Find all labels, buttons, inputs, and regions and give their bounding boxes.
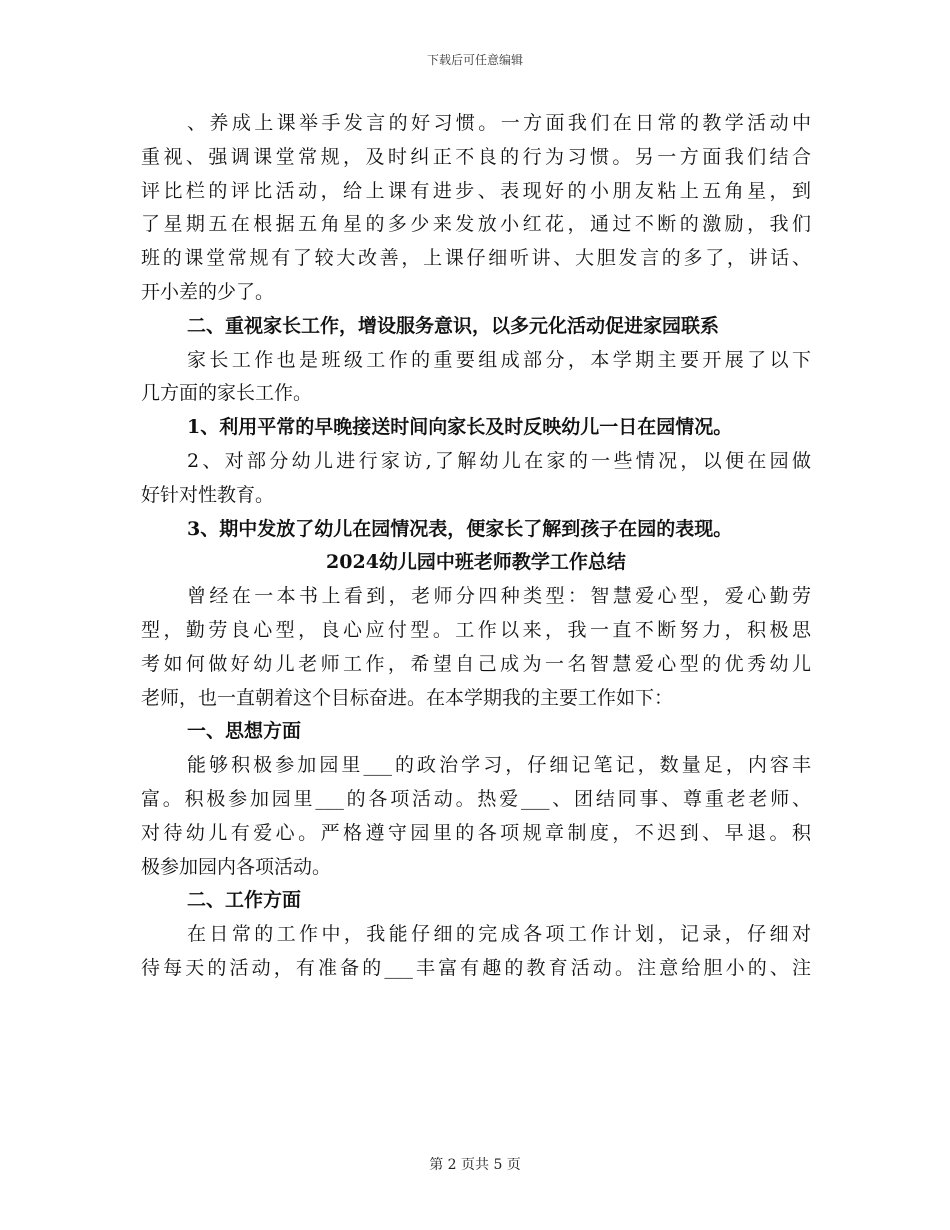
text-line: 富。积极参加园里___的各项活动。热爱___、团结同事、尊重老老师、 bbox=[141, 787, 811, 810]
text-line: 曾经在一本书上看到，老师分四种类型：智慧爱心型，爱心勤劳 bbox=[187, 585, 811, 608]
text-line: 极参加园内各项活动。 bbox=[141, 855, 332, 878]
text-line: 二、工作方面 bbox=[187, 889, 302, 912]
text-line: 好针对性教育。 bbox=[141, 483, 275, 506]
text-line: 3、期中发放了幼儿在园情况表，便家长了解到孩子在园的表现。 bbox=[187, 517, 733, 540]
text-line: 2、对部分幼儿进行家访,了解幼儿在家的一些情况，以便在园做 bbox=[187, 449, 811, 472]
page-header: 下载后可任意编辑 bbox=[426, 53, 523, 67]
document-body bbox=[141, 107, 811, 986]
text-line: 型，勤劳良心型，良心应付型。工作以来，我一直不断努力，积极思 bbox=[141, 618, 811, 641]
text-line: 了星期五在根据五角星的多少来发放小红花，通过不断的激励，我们 bbox=[141, 213, 811, 236]
text-line: 几方面的家长工作。 bbox=[141, 382, 313, 405]
text-line: 家长工作也是班级工作的重要组成部分，本学期主要开展了以下 bbox=[187, 348, 811, 371]
text-line: 2024幼儿园中班老师教学工作总结 bbox=[326, 551, 626, 574]
text-line: 在日常的工作中，我能仔细的完成各项工作计划，记录，仔细对 bbox=[187, 923, 811, 946]
text-line: 能够积极参加园里___的政治学习，仔细记笔记，数量足，内容丰 bbox=[187, 754, 811, 777]
text-line: 重视、强调课堂常规，及时纠正不良的行为习惯。另一方面我们结合 bbox=[141, 145, 811, 168]
text-line: 对待幼儿有爱心。严格遵守园里的各项规章制度，不迟到、早退。积 bbox=[141, 821, 811, 844]
text-line: 班的课堂常规有了较大改善，上课仔细听讲、大胆发言的多了，讲话、 bbox=[141, 247, 811, 270]
text-line: 一、思想方面 bbox=[187, 720, 302, 743]
text-line: 评比栏的评比活动，给上课有进步、表现好的小朋友粘上五角星，到 bbox=[141, 179, 811, 202]
text-line: 1、利用平常的早晚接送时间向家长及时反映幼儿一日在园情况。 bbox=[187, 416, 733, 439]
text-line: 待每天的活动，有准备的___丰富有趣的教育活动。注意给胆小的、注 bbox=[141, 956, 811, 979]
text-line: 考如何做好幼儿老师工作，希望自己成为一名智慧爱心型的优秀幼儿 bbox=[141, 652, 811, 675]
text-line: 、养成上课举手发言的好习惯。一方面我们在日常的教学活动中 bbox=[187, 112, 811, 134]
text-line: 开小差的少了。 bbox=[141, 280, 275, 303]
text-line: 老师，也一直朝着这个目标奋进。在本学期我的主要工作如下： bbox=[141, 686, 674, 709]
text-line: 二、重视家长工作，增设服务意识，以多元化活动促进家园联系 bbox=[187, 314, 720, 337]
page-footer: 第 2 页共 5 页 bbox=[429, 1157, 521, 1173]
